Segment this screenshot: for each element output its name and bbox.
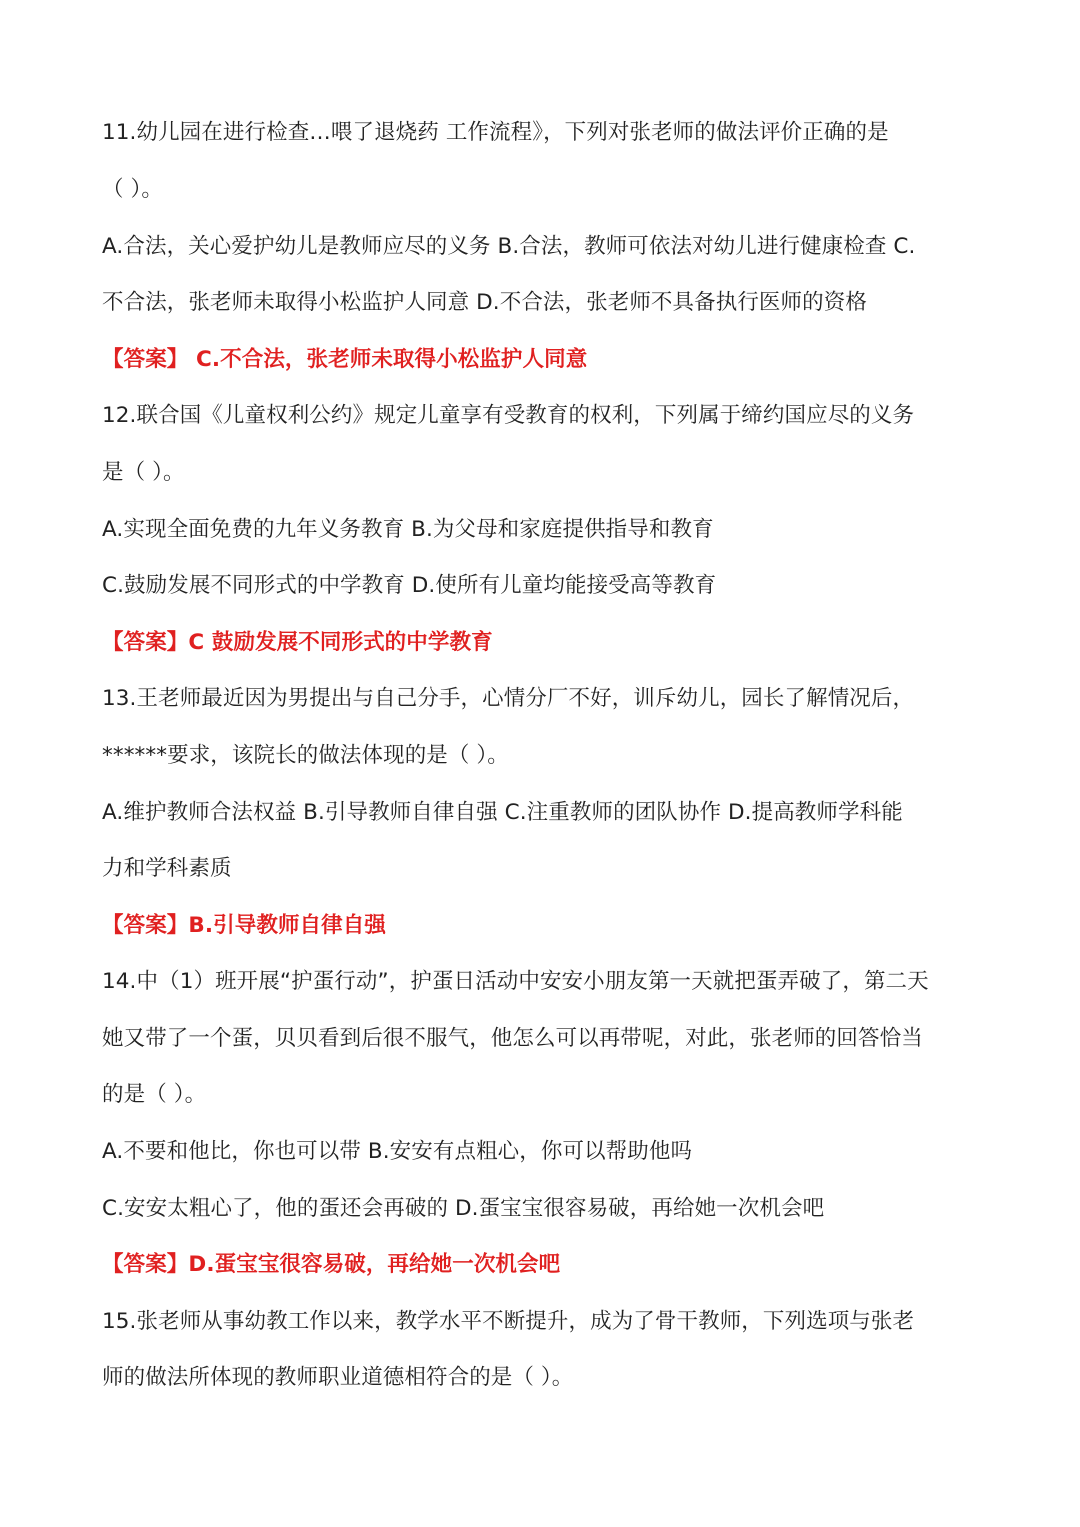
- q13-option-line-1: A.维护教师合法权益 B.引导教师自律自强 C.注重教师的团队协作 D.提高教师学科能: [102, 800, 903, 825]
- q11-option-line-2: 不合法，张老师未取得小松监护人同意 D.不合法，张老师不具备执行医师的资格: [102, 290, 867, 315]
- q13-option-line-2: 力和学科素质: [102, 856, 232, 881]
- q11-stem-line-2: （ ）。: [102, 177, 163, 202]
- q12-option-line-2: C.鼓励发展不同形式的中学教育 D.使所有儿童均能接受高等教育: [102, 573, 717, 598]
- q14-option-line-1: A.不要和他比，你也可以带 B.安安有点粗心，你可以帮助他吗: [102, 1139, 693, 1164]
- q12-option-line-1: A.实现全面免费的九年义务教育 B.为父母和家庭提供指导和教育: [102, 517, 714, 542]
- q13-stem-line-2: ******要求，该院长的做法体现的是（ ）。: [102, 743, 509, 768]
- q15-stem-line-2: 师的做法所体现的教师职业道德相符合的是（ ）。: [102, 1365, 574, 1390]
- q14-stem-line-1: 14.中（1）班开展“护蛋行动”，护蛋日活动中安安小朋友第一天就把蛋弄破了，第二天: [102, 969, 929, 994]
- q14-option-line-2: C.安安太粗心了，他的蛋还会再破的 D.蛋宝宝很容易破，再给她一次机会吧: [102, 1196, 825, 1221]
- q11-option-line-1: A.合法，关心爱护幼儿是教师应尽的义务 B.合法，教师可依法对幼儿进行健康检查 C.: [102, 234, 916, 259]
- q11-stem-line-1: 11.幼儿园在进行检查…喂了退烧药 工作流程》，下列对张老师的做法评价正确的是: [102, 120, 889, 145]
- q13-answer: 【答案】B.引导教师自律自强: [102, 913, 386, 938]
- q12-stem-line-2: 是（ ）。: [102, 460, 185, 485]
- q15-stem-line-1: 15.张老师从事幼教工作以来，教学水平不断提升，成为了骨干教师，下列选项与张老: [102, 1309, 915, 1334]
- q13-stem-line-1: 13.王老师最近因为男提出与自己分手，心情分厂不好，训斥幼儿，园长了解情况后，: [102, 686, 915, 711]
- q11-answer: 【答案】 C.不合法，张老师未取得小松监护人同意: [102, 347, 588, 372]
- q14-stem-line-2: 她又带了一个蛋，贝贝看到后很不服气，他怎么可以再带呢，对此，张老师的回答恰当: [102, 1026, 923, 1051]
- q14-stem-line-3: 的是（ ）。: [102, 1082, 207, 1107]
- q14-answer: 【答案】D.蛋宝宝很容易破，再给她一次机会吧: [102, 1252, 561, 1277]
- q12-stem-line-1: 12.联合国《儿童权利公约》规定儿童享有受教育的权利，下列属于缔约国应尽的义务: [102, 403, 915, 428]
- q12-answer: 【答案】C 鼓励发展不同形式的中学教育: [102, 630, 493, 655]
